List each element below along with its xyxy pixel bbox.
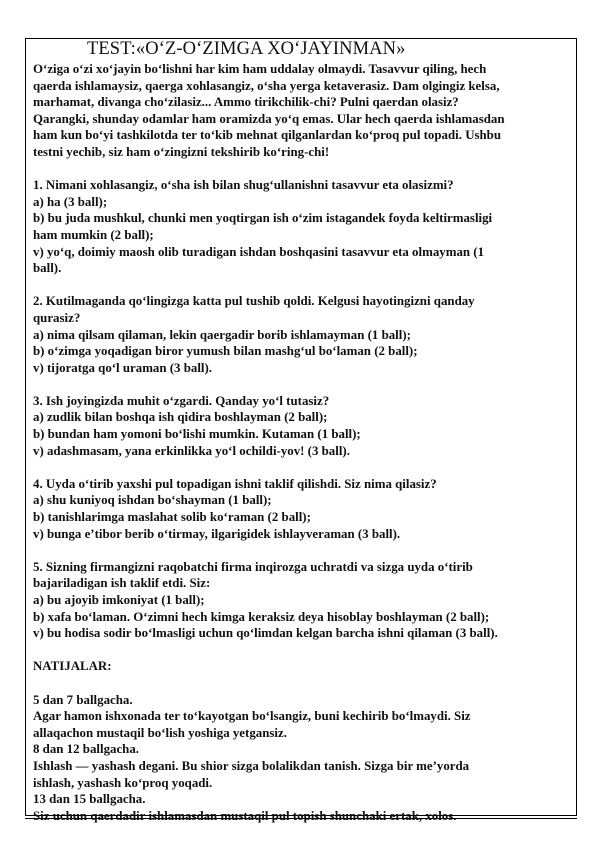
answer-option: ham mumkin (2 ball);	[33, 227, 154, 242]
answer-option: b) xafa bo‘laman. O‘zimni hech kimga keraksiz deya hisoblay boshlayman (2 ball);	[33, 609, 490, 624]
intro-line: qaerda ishlamaysiz, qaerga xohlasangiz, o‘sha yerga ketaverasiz. Dam olgingiz kelsa,	[33, 78, 500, 93]
intro-line: testni yechib, siz ham o‘zingizni tekshirib ko‘ring-chi!	[33, 144, 330, 159]
question-text: 4. Uyda o‘tirib yaxshi pul topadigan ishni taklif qilishdi. Siz nima qilasiz?	[33, 476, 437, 491]
answer-option: v) adashmasam, yana erkinlikka yo‘l ochildi-yov! (3 ball).	[33, 443, 350, 458]
question-3	[33, 393, 573, 459]
answer-option: b) bu juda mushkul, chunki men yoqtirgan ish o‘zim istagandek foyda keltirmasligi	[33, 211, 493, 226]
result-text: Agar hamon ishxonada ter to‘kayotgan bo‘lsangiz, buni kechirib bo‘lmaydi. Siz	[33, 709, 471, 724]
question-text: bajariladigan ish taklif etdi. Siz:	[33, 576, 211, 591]
answer-option: a) ha (3 ball);	[33, 194, 108, 209]
question-5	[33, 559, 573, 642]
result-text: Siz uchun qaerdadir ishlamasdan mustaqil pul topish shunchaki ertak, xolos.	[33, 808, 457, 823]
answer-option: b) tanishlarimga maslahat solib ko‘raman (2 ball);	[33, 510, 311, 525]
answer-option: v) yo‘q, doimiy maosh olib turadigan ishdan boshqasini tasavvur eta olmayman (1	[33, 244, 485, 259]
answer-option: v) bu hodisa sodir bo‘lmasligi uchun qo‘limdan kelgan barcha ishni qilaman (3 ball).	[33, 626, 498, 641]
question-text: qurasiz?	[33, 310, 81, 325]
spacer	[33, 675, 573, 692]
answer-option: b) o‘zimga yoqadigan biror yumush bilan mashg‘ul bo‘laman (2 ball);	[33, 344, 418, 359]
intro-line: Qarangki, shunday odamlar ham oramizda yo‘q emas. Ular hech qaerda ishlamasdan	[33, 111, 505, 126]
answer-option: v) bunga e’tibor berib o‘tirmay, ilgarigidek ishlayveraman (3 ball).	[33, 526, 401, 541]
answer-option: a) bu ajoyib imkoniyat (1 ball);	[33, 593, 205, 607]
question-text: 5. Sizning firmangizni raqobatchi firma inqirozga uchratdi va sizga uyda o‘tirib	[33, 559, 473, 574]
result-text: ishlash, yashash ko‘proq yoqadi.	[33, 775, 213, 790]
test-title: TEST:«O‘Z-O‘ZIMGA XO‘JAYINMAN»	[87, 39, 406, 59]
question-text: 2. Kutilmaganda qo‘lingizga katta pul tushib qoldi. Kelgusi hayotingizni qanday	[33, 294, 475, 309]
answer-option: a) zudlik bilan boshqa ish qidira boshlayman (2 ball);	[33, 410, 328, 425]
document-body	[33, 38, 573, 824]
question-1	[33, 177, 573, 277]
result-range: 5 dan 7 ballgacha.	[33, 692, 133, 707]
question-4	[33, 476, 573, 542]
spacer	[33, 542, 573, 559]
question-2	[33, 293, 573, 376]
intro-line: O‘ziga o‘zi xo‘jayin bo‘lishni har kim ham uddalay olmaydi. Tasavvur qiling, hech	[33, 62, 487, 76]
question-text: 3. Ish joyingizda muhit o‘zgardi. Qanday yo‘l tutasiz?	[33, 393, 330, 408]
answer-option: ball).	[33, 261, 62, 276]
result-range: 8 dan 12 ballgacha.	[33, 742, 140, 757]
answer-option: a) nima qilsam qilaman, lekin qaergadir borib ishlamayman (1 ball);	[33, 327, 411, 342]
results-section	[33, 692, 573, 825]
spacer	[33, 161, 573, 178]
results-heading: NATIJALAR:	[33, 659, 112, 674]
result-text: Ishlash — yashash degani. Bu shior sizga bolalikdan tanish. Sizga bir me’yorda	[33, 758, 470, 773]
spacer	[33, 642, 573, 659]
intro-line: marhamat, divanga cho‘zilasiz... Ammo tirikchilik-chi? Pulni qaerdan olasiz?	[33, 95, 459, 110]
result-range: 13 dan 15 ballgacha.	[33, 792, 146, 807]
spacer	[33, 277, 573, 294]
answer-option: b) bundan ham yomoni bo‘lishi mumkin. Kutaman (1 ball);	[33, 427, 361, 442]
answer-option: v) tijoratga qo‘l uraman (3 ball).	[33, 360, 213, 375]
intro-paragraph	[33, 61, 573, 161]
intro-line: ham kun bo‘yi tashkilotda ter to‘kib mehnat qilganlardan ko‘proq pul topadi. Ushbu	[33, 128, 502, 143]
result-text: allaqachon mustaqil bo‘lish yoshiga yetgansiz.	[33, 725, 287, 740]
question-text: 1. Nimani xohlasangiz, o‘sha ish bilan shug‘ullanishni tasavvur eta olasizmi?	[33, 178, 454, 193]
spacer	[33, 459, 573, 476]
spacer	[33, 376, 573, 393]
answer-option: a) shu kuniyoq ishdan bo‘shayman (1 ball);	[33, 493, 272, 508]
